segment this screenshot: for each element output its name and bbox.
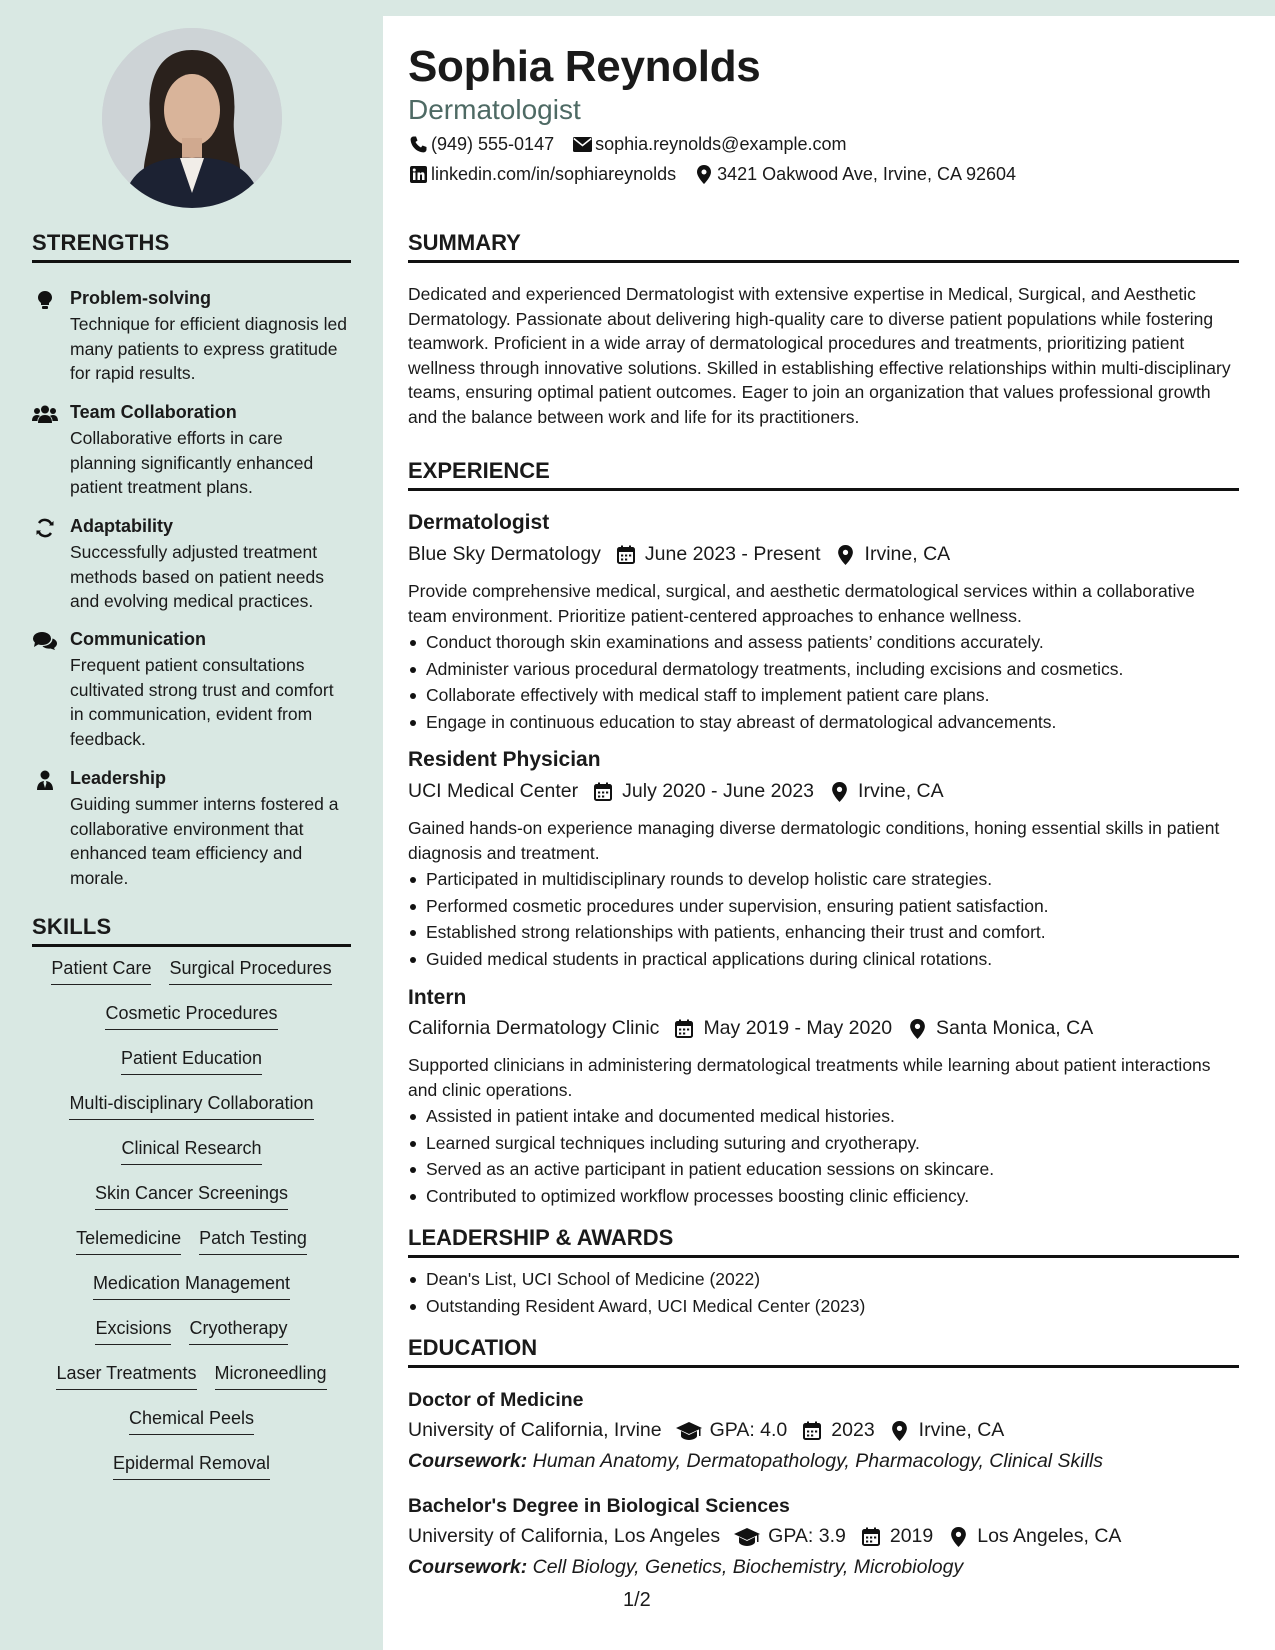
phone-item	[408, 134, 554, 155]
map-marker-icon	[828, 781, 850, 803]
sidebar	[0, 0, 383, 1650]
skill-row	[32, 1138, 351, 1183]
coursework-line	[408, 1450, 1103, 1473]
coursework-line	[408, 1556, 963, 1579]
list-item: Established strong relationships with patients, enhancing their trust and comfort.	[408, 919, 1238, 946]
skill-row	[32, 1093, 351, 1138]
education-heading: EDUCATION	[408, 1335, 1239, 1368]
job-location: Irvine, CA	[858, 780, 944, 802]
skill-row	[32, 1273, 351, 1318]
phone-icon	[408, 135, 428, 155]
skill-row	[32, 1228, 351, 1273]
strength-description: Guiding summer interns fostered a collaborative environment that enhanced team efficiency and morale.	[70, 794, 339, 888]
address-item	[694, 164, 1016, 185]
calendar-icon	[673, 1018, 695, 1040]
skill-tag: Clinical Research	[121, 1138, 261, 1165]
strength-title: Team Collaboration	[70, 402, 237, 422]
main-content	[383, 16, 1275, 1650]
job-title: Resident Physician	[408, 748, 601, 771]
company-name: Blue Sky Dermatology	[408, 543, 601, 565]
candidate-name: Sophia Reynolds	[408, 42, 761, 91]
skill-row	[32, 1453, 351, 1498]
skill-tag: Medication Management	[93, 1273, 290, 1300]
skill-tag: Laser Treatments	[56, 1363, 196, 1390]
education-meta	[408, 1419, 1004, 1442]
address-text: 3421 Oakwood Ave, Irvine, CA 92604	[717, 164, 1017, 184]
skill-tag: Multi-disciplinary Collaboration	[69, 1093, 313, 1120]
calendar-icon	[592, 781, 614, 803]
calendar-icon	[860, 1526, 882, 1548]
contact-row	[408, 164, 1034, 185]
linkedin-link[interactable]: linkedin.com/in/sophiareynolds	[431, 164, 677, 184]
skill-tag: Cosmetic Procedures	[105, 1003, 277, 1030]
list-item: Engage in continuous education to stay abreast of dermatological advancements.	[408, 709, 1238, 736]
skill-tag: Chemical Peels	[129, 1408, 254, 1435]
skill-tag: Microneedling	[215, 1363, 327, 1390]
awards-heading: LEADERSHIP & AWARDS	[408, 1225, 1239, 1258]
skill-row	[32, 958, 351, 1003]
list-item: Administer various procedural dermatology treatments, including excisions and cosmetics.	[408, 656, 1238, 683]
list-item: Assisted in patient intake and documented medical histories.	[408, 1103, 1238, 1130]
coursework-text: Human Anatomy, Dermatopathology, Pharmacology, Clinical Skills	[532, 1450, 1104, 1472]
phone-text: (949) 555-0147	[431, 134, 555, 154]
school-name: University of California, Los Angeles	[408, 1525, 721, 1547]
users-icon	[32, 404, 58, 424]
skill-row	[32, 1363, 351, 1408]
strength-description: Collaborative efforts in care planning significantly enhanced patient treatment plans.	[70, 428, 314, 497]
summary-heading: SUMMARY	[408, 230, 1239, 263]
map-marker-icon	[947, 1526, 969, 1548]
calendar-icon	[615, 544, 637, 566]
company-name: California Dermatology Clinic	[408, 1017, 660, 1039]
job-title: Intern	[408, 986, 467, 1009]
avatar	[102, 28, 282, 208]
list-item: Participated in multidisciplinary rounds to develop holistic care strategies.	[408, 866, 1238, 893]
profile-photo	[102, 28, 282, 208]
contact-row	[408, 134, 865, 155]
list-item: Conduct thorough skin examinations and assess patients’ conditions accurately.	[408, 629, 1238, 656]
graduation-year: 2019	[889, 1525, 934, 1547]
summary-text: Dedicated and experienced Dermatologist with extensive expertise in Medical, Surgical, and Aesthetic Dermatology. Passionate about delivering high-quality care to diverse patient populations while fostering teamwork. Proficient in a wide array of dermatological procedures and treatments, prioritizing patient wellness through innovative solutions. Skilled in establishing effective relationships within multi-disciplinary teams, ensuring optimal patient outcomes. Eager to join an organization that values professional growth and the balance between work and life for its practitioners.	[408, 284, 1231, 427]
job-description: Provide comprehensive medical, surgical, and aesthetic dermatological services within a collaborative team environment. Prioritize patient-centered approaches to enhance wellness.	[408, 581, 1195, 626]
job-bullets	[408, 629, 1238, 735]
skill-row	[32, 1048, 351, 1093]
job-location: Santa Monica, CA	[936, 1017, 1094, 1039]
job-meta	[408, 1017, 1093, 1040]
company-name: UCI Medical Center	[408, 780, 579, 802]
degree-title: Bachelor's Degree in Biological Sciences	[408, 1495, 790, 1517]
list-item: Contributed to optimized workflow processes boosting clinic efficiency.	[408, 1183, 1238, 1210]
email-item[interactable]	[572, 134, 846, 155]
job-dates: June 2023 - Present	[644, 543, 821, 565]
education-meta	[408, 1525, 1121, 1548]
list-item: Performed cosmetic procedures under supervision, ensuring patient satisfaction.	[408, 893, 1238, 920]
skill-tag: Surgical Procedures	[169, 958, 331, 985]
skill-tag: Patient Care	[51, 958, 151, 985]
lightbulb-icon	[32, 290, 58, 310]
job-dates: July 2020 - June 2023	[622, 780, 815, 802]
list-item: Dean's List, UCI School of Medicine (2022)	[408, 1266, 1238, 1293]
strength-title: Communication	[70, 629, 207, 649]
coursework-text: Cell Biology, Genetics, Biochemistry, Microbiology	[532, 1556, 964, 1578]
list-item: Guided medical students in practical applications during clinical rotations.	[408, 946, 1238, 973]
school-name: University of California, Irvine	[408, 1419, 662, 1441]
job-meta	[408, 780, 944, 803]
skill-row	[32, 1003, 351, 1048]
awards-list	[408, 1266, 1238, 1319]
skill-tag: Epidermal Removal	[113, 1453, 270, 1480]
map-marker-icon	[906, 1018, 928, 1040]
school-location: Irvine, CA	[918, 1419, 1005, 1441]
job-title: Dermatologist	[408, 511, 550, 534]
job-description: Gained hands-on experience managing diverse dermatologic conditions, honing essential skills in patient diagnosis and treatment.	[408, 818, 1220, 863]
email-link[interactable]: sophia.reynolds@example.com	[595, 134, 847, 154]
gpa-text: GPA: 3.9	[768, 1525, 846, 1547]
comments-icon	[32, 631, 58, 651]
envelope-icon	[572, 135, 592, 155]
skill-tag: Patient Education	[121, 1048, 262, 1075]
job-meta	[408, 543, 950, 566]
job-dates: May 2019 - May 2020	[703, 1017, 893, 1039]
skills-list	[32, 958, 351, 1498]
coursework-label: Coursework:	[408, 1450, 528, 1472]
graduation-cap-icon	[676, 1420, 702, 1442]
page-number: 1/2	[623, 1589, 651, 1611]
gpa-text: GPA: 4.0	[709, 1419, 788, 1441]
experience-heading: EXPERIENCE	[408, 458, 1239, 491]
skill-row	[32, 1183, 351, 1228]
graduation-cap-icon	[734, 1526, 760, 1548]
graduation-year: 2023	[831, 1419, 875, 1441]
calendar-icon	[801, 1420, 823, 1442]
linkedin-icon	[408, 165, 428, 185]
list-item: Served as an active participant in patient education sessions on skincare.	[408, 1156, 1238, 1183]
strengths-heading: STRENGTHS	[32, 230, 351, 263]
list-item: Collaborate effectively with medical staff to implement patient care plans.	[408, 682, 1238, 709]
map-marker-icon	[889, 1420, 911, 1442]
degree-title: Doctor of Medicine	[408, 1389, 584, 1411]
linkedin-item[interactable]	[408, 164, 676, 185]
skills-heading: SKILLS	[32, 914, 351, 947]
skill-tag: Skin Cancer Screenings	[95, 1183, 288, 1210]
job-bullets	[408, 866, 1238, 972]
coursework-label: Coursework:	[408, 1556, 528, 1578]
skill-row	[32, 1318, 351, 1363]
skill-tag: Excisions	[95, 1318, 171, 1345]
user-tie-icon	[32, 770, 58, 790]
list-item: Outstanding Resident Award, UCI Medical Center (2023)	[408, 1293, 1238, 1320]
skill-row	[32, 1408, 351, 1453]
strength-description: Technique for efficient diagnosis led many patients to express gratitude for rapid results.	[70, 314, 347, 383]
job-bullets	[408, 1103, 1238, 1209]
list-item: Learned surgical techniques including suturing and cryotherapy.	[408, 1130, 1238, 1157]
strength-title: Problem-solving	[70, 288, 212, 308]
strength-description: Successfully adjusted treatment methods based on patient needs and evolving medical practices.	[70, 542, 324, 611]
job-location: Irvine, CA	[864, 543, 951, 565]
skill-tag: Patch Testing	[199, 1228, 307, 1255]
skill-tag: Telemedicine	[76, 1228, 181, 1255]
strength-description: Frequent patient consultations cultivated strong trust and comfort in communication, evident from feedback.	[70, 655, 334, 749]
map-marker-icon	[835, 544, 857, 566]
strength-title: Adaptability	[70, 516, 174, 536]
sync-icon	[32, 518, 58, 538]
map-marker-icon	[694, 165, 714, 185]
school-location: Los Angeles, CA	[977, 1525, 1122, 1547]
candidate-title: Dermatologist	[408, 94, 581, 125]
strength-title: Leadership	[70, 768, 167, 788]
skill-tag: Cryotherapy	[189, 1318, 287, 1345]
job-description: Supported clinicians in administering dermatological treatments while learning about patient interactions and clinic operations.	[408, 1055, 1211, 1100]
